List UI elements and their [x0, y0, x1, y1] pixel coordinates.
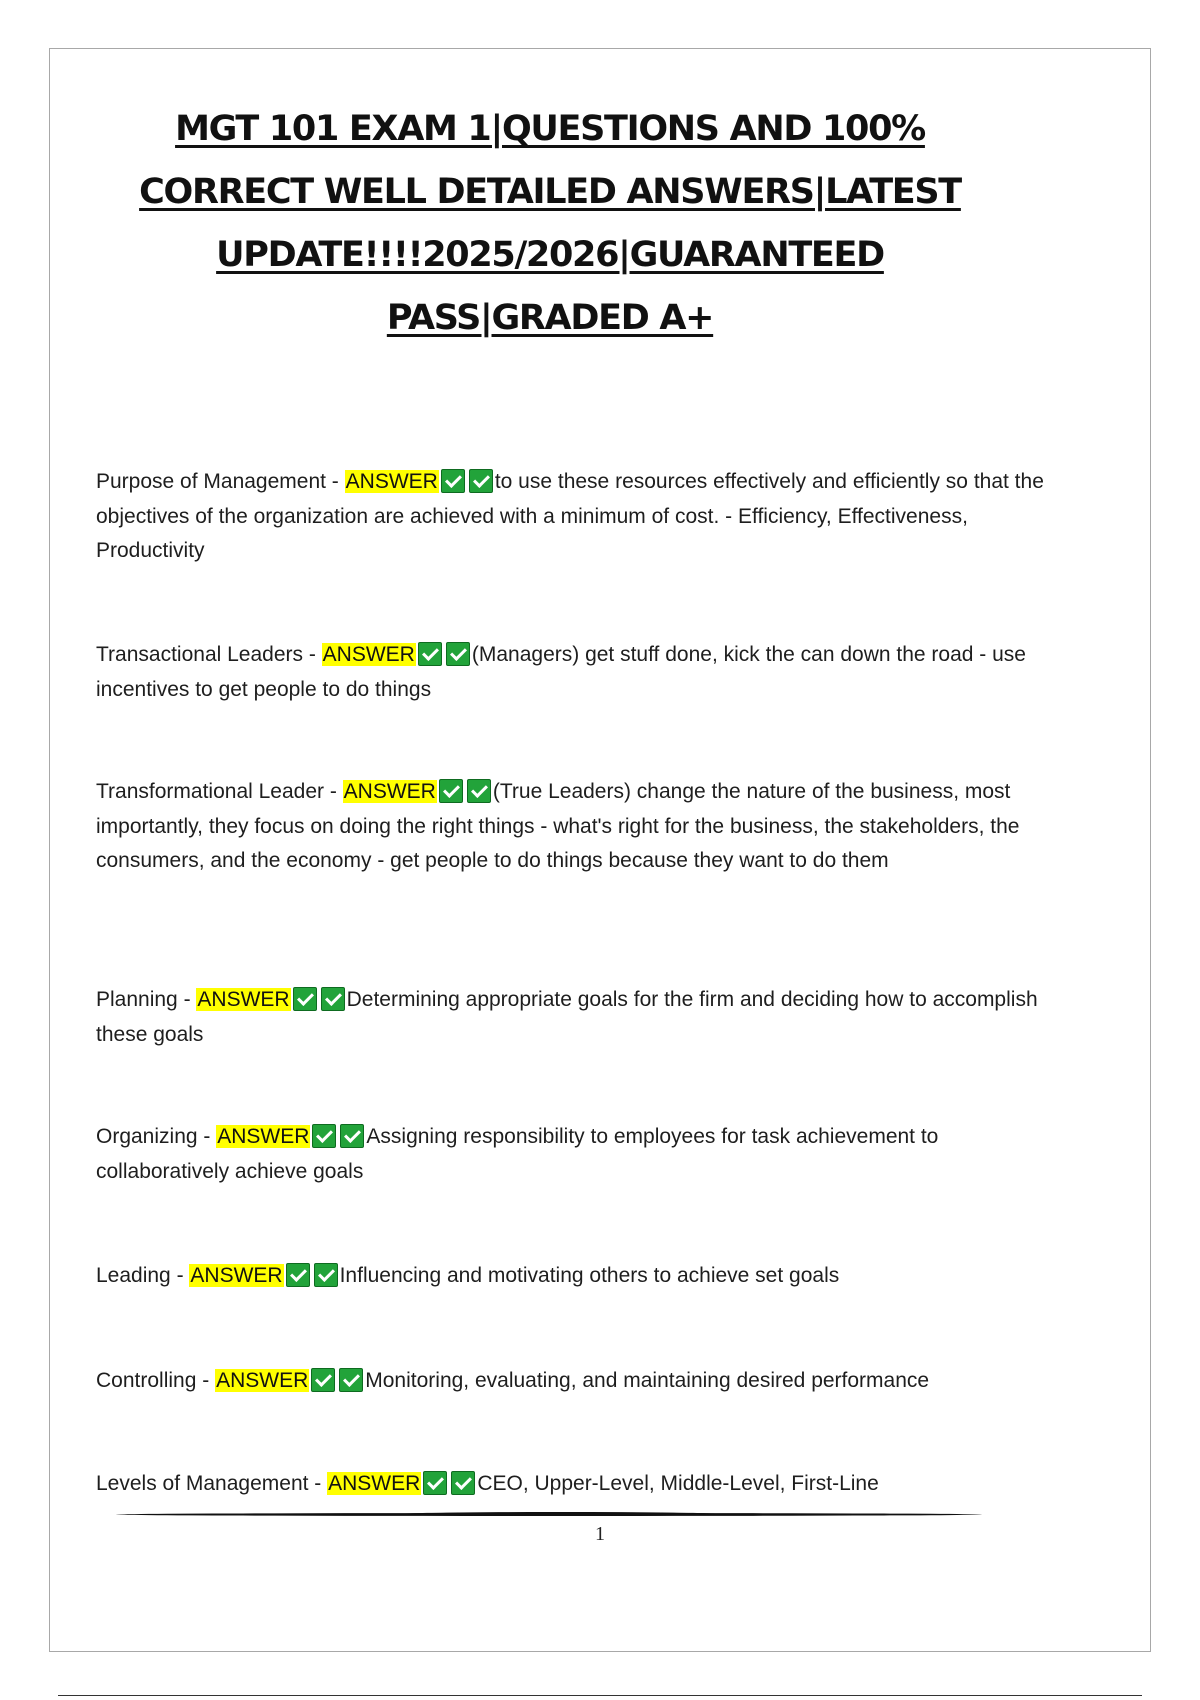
green-check-box-icon — [314, 1263, 338, 1287]
term: Leading - — [96, 1264, 190, 1287]
green-check-box-icon — [340, 1124, 364, 1148]
term: Transformational Leader - — [96, 780, 343, 803]
footer-divider-thick — [400, 1512, 720, 1516]
term: Planning - — [96, 988, 197, 1011]
qa-item-transactional-leaders — [96, 638, 1046, 707]
green-check-box-icon — [418, 642, 442, 666]
title-line: PASS|GRADED A+ — [386, 298, 714, 338]
answer-highlight: ANSWER — [197, 988, 290, 1011]
answer-highlight: ANSWER — [345, 470, 438, 493]
definition: Determining appropriate goals for the firm and deciding how to accomplish these goals — [96, 988, 1038, 1046]
qa-item-controlling — [96, 1364, 1046, 1399]
definition: Assigning responsibility to employees for task achievement to collaboratively achieve goals — [96, 1125, 939, 1183]
answer-highlight: ANSWER — [216, 1369, 309, 1392]
title-line: CORRECT WELL DETAILED ANSWERS|LATEST — [139, 172, 961, 212]
term: Controlling - — [96, 1369, 216, 1392]
green-check-box-icon — [467, 779, 491, 803]
green-check-box-icon — [312, 1124, 336, 1148]
answer-highlight: ANSWER — [190, 1264, 283, 1287]
green-check-box-icon — [446, 642, 470, 666]
answer-highlight: ANSWER — [322, 643, 415, 666]
green-check-box-icon — [441, 469, 465, 493]
green-check-box-icon — [293, 987, 317, 1011]
title-line: UPDATE!!!!2025/2026|GUARANTEED — [216, 235, 884, 275]
definition: to use these resources effectively and efficiently so that the objectives of the organization are achieved with a minimum of cost. - Efficiency, Effectiveness, Productivity — [96, 470, 1044, 562]
answer-highlight: ANSWER — [217, 1125, 310, 1148]
answer-highlight: ANSWER — [328, 1472, 421, 1495]
definition: (Managers) get stuff done, kick the can down the road - use incentives to get people to do things — [96, 643, 1026, 701]
term: Organizing - — [96, 1125, 217, 1148]
green-check-box-icon — [311, 1368, 335, 1392]
definition: Influencing and motivating others to achieve set goals — [339, 1264, 840, 1287]
green-check-box-icon — [439, 779, 463, 803]
answer-highlight: ANSWER — [343, 780, 436, 803]
term: Purpose of Management - — [96, 470, 345, 493]
definition: CEO, Upper-Level, Middle-Level, First-Line — [477, 1472, 879, 1495]
document-title — [100, 98, 1000, 350]
green-check-box-icon — [469, 469, 493, 493]
next-page-edge — [58, 1695, 1142, 1696]
qa-item-organizing — [96, 1120, 1046, 1189]
qa-item-purpose-of-management — [96, 465, 1046, 569]
green-check-box-icon — [423, 1471, 447, 1495]
qa-item-planning — [96, 983, 1046, 1052]
green-check-box-icon — [451, 1471, 475, 1495]
term: Transactional Leaders - — [96, 643, 322, 666]
green-check-box-icon — [339, 1368, 363, 1392]
qa-item-levels-of-management — [96, 1467, 1046, 1502]
definition: Monitoring, evaluating, and maintaining desired performance — [365, 1369, 930, 1392]
page-number: 1 — [595, 1523, 605, 1545]
qa-item-leading — [96, 1259, 1046, 1294]
green-check-box-icon — [286, 1263, 310, 1287]
term: Levels of Management - — [96, 1472, 328, 1495]
title-line: MGT 101 EXAM 1|QUESTIONS AND 100% — [175, 109, 925, 149]
definition: (True Leaders) change the nature of the business, most importantly, they focus on doing the right things - what's right for the business, the stakeholders, the consumers, and the economy - get people to do things because they want to do them — [96, 780, 1020, 872]
qa-item-transformational-leader — [96, 775, 1046, 879]
green-check-box-icon — [321, 987, 345, 1011]
